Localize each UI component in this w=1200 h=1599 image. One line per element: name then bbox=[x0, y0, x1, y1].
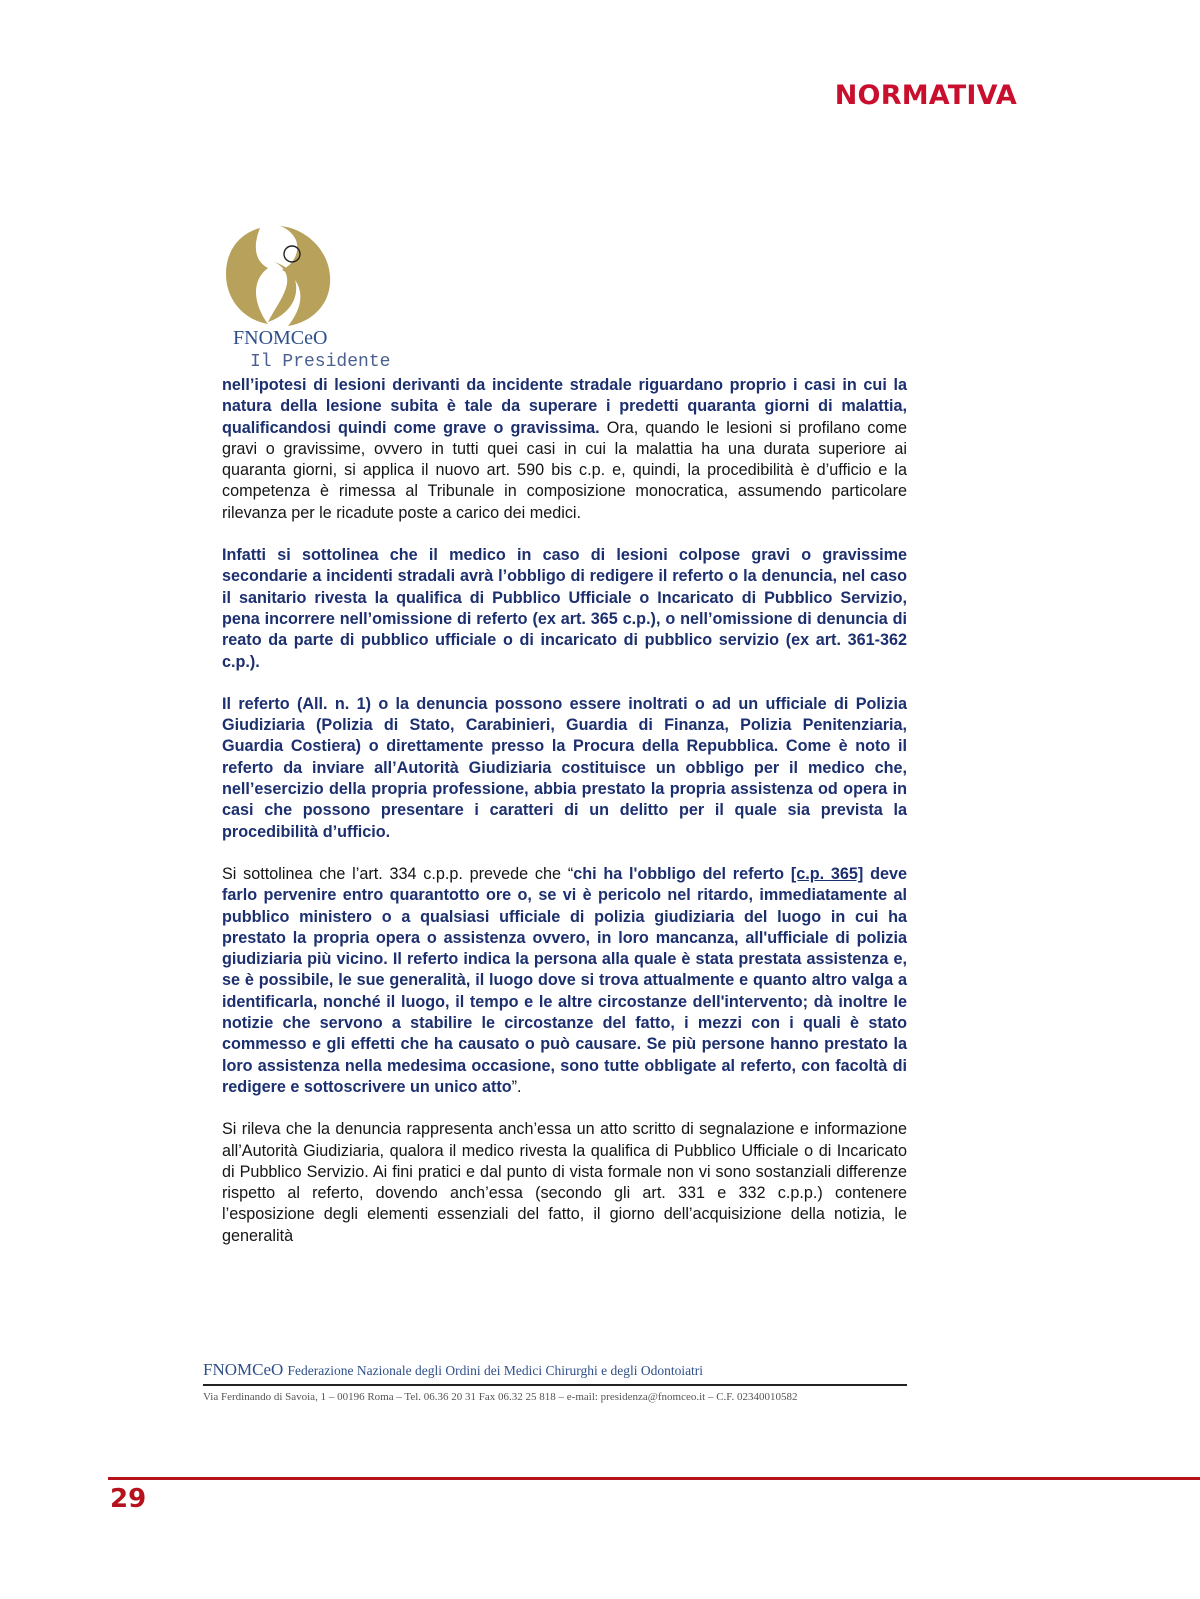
fnomceo-logo-icon bbox=[222, 222, 334, 330]
president-title: Il Presidente bbox=[250, 352, 391, 372]
letter-body bbox=[222, 375, 907, 1268]
paragraph-1 bbox=[222, 375, 907, 524]
footer-divider bbox=[203, 1384, 907, 1386]
paragraph-4 bbox=[222, 864, 907, 1098]
footer-org-acronym: FNOMCeO bbox=[203, 1360, 284, 1379]
quote-open: “ bbox=[567, 864, 574, 883]
paragraph-5: Si rileva che la denuncia rappresenta anch’essa un atto scritto di segnalazione e informazione all’Autorità Giudiziaria, qualora il medico rivesta la qualifica di Pubblico Ufficiale o di Incaricato di Pubblico Servizio. Ai fini pratici e dal punto di vista formale non vi sono sostanziali differenze rispetto al referto, dovendo anch’essa (secondo gli art. 331 e 332 c.p.p.) contenere l’esposizione degli elementi essenziali del fatto, il giorno dell’acquisizione della notizia, le generalità bbox=[222, 1120, 907, 1245]
quote-part-a: chi ha l'obbligo del referto bbox=[573, 864, 791, 883]
footer-address: Via Ferdinando di Savoia, 1 – 00196 Roma – Tel. 06.36 20 31 Fax 06.32 25 818 – e-mail: presidenza@fnomceo.it – C.F. 02340010582 bbox=[203, 1391, 798, 1403]
quote-part-b: deve farlo pervenire entro quarantotto ore o, se vi è pericolo nel ritardo, immediatamente al pubblico ministero o a qualsiasi ufficiale di polizia giudiziaria del luogo in cui ha prestato la propria opera o assistenza ovvero, in loro mancanza, all'ufficiale di polizia giudiziaria più vicino. Il referto indica la persona alla quale è stata prestata assistenza e, se è possibile, le sue generalità, il luogo dove si trova attualmente e quanto altro valga a identificarla, nonché il luogo, il tempo e le altre circostanze dell'intervento; dà inoltre le notizie che servono a stabilire le circostanze del fatto, i mezzi con i quali è stato commesso e gli effetti che ha causato o può causare. Se più persone hanno prestato la loro assistenza nella medesima occasione, sono tutte obbligate al referto, con facoltà di redigere e sottoscrivere un unico atto bbox=[222, 864, 907, 1096]
org-name: FNOMCeO bbox=[233, 327, 328, 349]
section-title: NORMATIVA bbox=[834, 80, 1017, 111]
footer-org bbox=[203, 1360, 703, 1380]
cp-365-link[interactable]: [c.p. 365] bbox=[790, 864, 864, 883]
paragraph-4-intro: Si sottolinea che l’art. 334 c.p.p. prevede che bbox=[222, 864, 568, 883]
paragraph-1-bold: nell’ipotesi di lesioni derivanti da incidente stradale riguardano proprio i casi in cui la natura della lesione subita è tale da superare i predetti quaranta giorni di malattia, qualificandosi quindi come grave o gravissima. bbox=[222, 376, 907, 437]
page-number: 29 bbox=[110, 1484, 147, 1514]
paragraph-2: Infatti si sottolinea che il medico in caso di lesioni colpose gravi o gravissime secondarie a incidenti stradali avrà l’obbligo di redigere il referto o la denuncia, nel caso il sanitario rivesta la qualifica di Pubblico Ufficiale o Incaricato di Pubblico Servizio, pena incorrere nell’omissione di referto (ex art. 365 c.p.), o nell’omissione di denuncia di reato da parte di pubblico ufficiale o di incaricato di pubblico servizio (ex art. 361-362 c.p.). bbox=[222, 546, 907, 671]
paragraph-1-normal: Ora, quando le lesioni si profilano come gravi o gravissime, ovvero in tutti quei casi in cui la malattia ha una durata superiore ai quaranta giorni, si applica il nuovo art. 590 bis c.p. e, quindi, la procedibilità è d’ufficio e la competenza è rimessa al Tribunale in composizione monocratica, assumendo particolare rilevanza per le ricadute poste a carico dei medici. bbox=[222, 418, 907, 522]
quote-close: ”. bbox=[511, 1077, 522, 1096]
paragraph-3: Il referto (All. n. 1) o la denuncia possono essere inoltrati o ad un ufficiale di Polizia Giudiziaria (Polizia di Stato, Carabinieri, Guardia di Finanza, Polizia Penitenziaria, Guardia Costiera) o direttamente presso la Procura della Repubblica. Come è noto il referto da inviare all’Autorità Giudiziaria costituisce un obbligo per il medico che, nell’esercizio della propria professione, abbia prestato la propria assistenza od opera in casi che possono presentare i caratteri di un delitto per il quale sia prevista la procedibilità d’ufficio. bbox=[222, 694, 907, 841]
footer-org-full: Federazione Nazionale degli Ordini dei Medici Chirurghi e degli Odontoiatri bbox=[287, 1363, 704, 1378]
page-divider bbox=[108, 1477, 1200, 1480]
